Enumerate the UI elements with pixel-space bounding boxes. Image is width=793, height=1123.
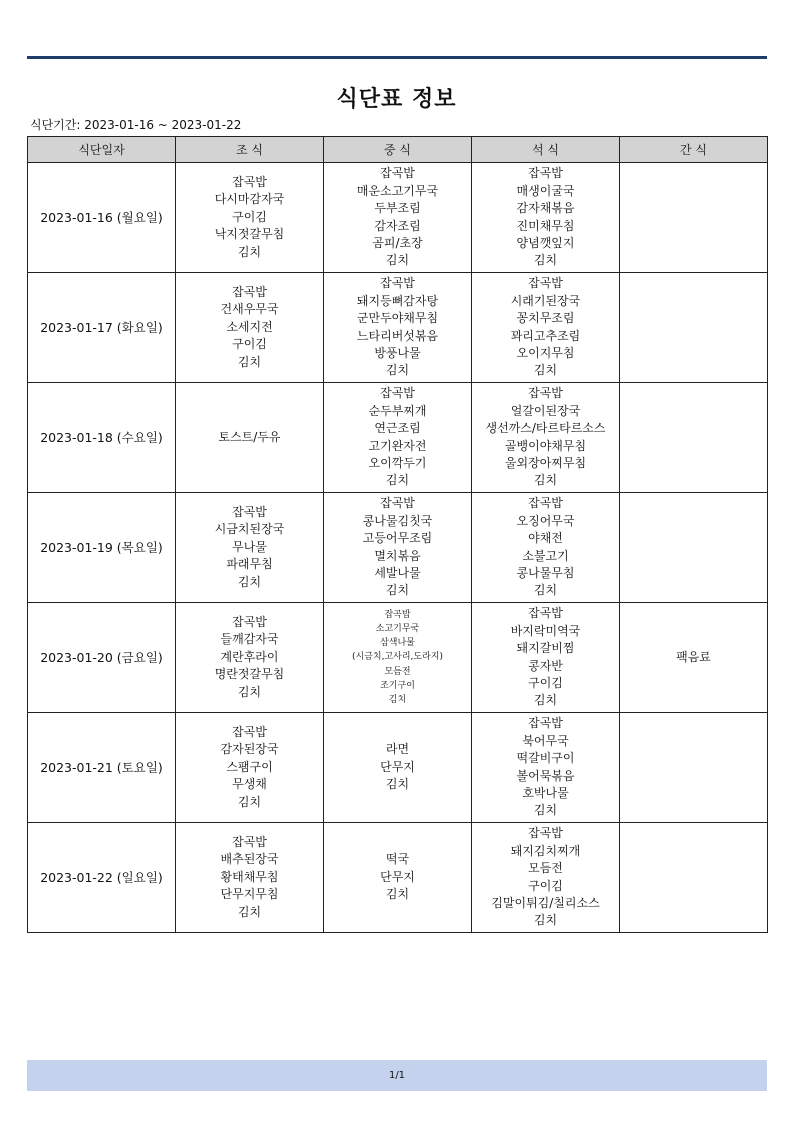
snack-cell — [620, 273, 768, 383]
snack-cell — [620, 823, 768, 933]
menu-item: (시금치,고사리,도라지) — [352, 652, 443, 663]
menu-item: 꽁치무조림 — [516, 311, 575, 326]
menu-item: 김말이튀김/칠리소스 — [491, 895, 600, 910]
menu-item: 콩자반 — [528, 658, 563, 673]
menu-item: 구이김 — [528, 878, 563, 893]
page-number: 1/1 — [388, 1070, 406, 1081]
menu-item: 김치 — [533, 363, 558, 378]
date-cell: 2023-01-22 (일요일) — [28, 823, 176, 933]
menu-item: 시금치된장국 — [214, 522, 285, 537]
menu-item: 생선까스/타르타르소스 — [485, 421, 606, 436]
date-cell: 2023-01-16 (월요일) — [28, 163, 176, 273]
page-footer — [27, 1060, 767, 1091]
breakfast-cell — [176, 163, 324, 273]
menu-item: 잡곡밥 — [232, 504, 267, 519]
menu-item: 명란젓갈무침 — [214, 667, 285, 682]
snack-cell — [620, 713, 768, 823]
header-breakfast: 조 식 — [176, 137, 324, 163]
lunch-cell — [324, 493, 472, 603]
menu-item: 김치 — [237, 794, 262, 809]
menu-item: 잡곡밥 — [528, 166, 563, 181]
table-row — [28, 493, 768, 603]
breakfast-cell — [176, 273, 324, 383]
date-cell: 2023-01-17 (화요일) — [28, 273, 176, 383]
menu-item: 잡곡밥 — [232, 284, 267, 299]
menu-item: 김치 — [237, 354, 262, 369]
menu-item: 잡곡밥 — [380, 386, 415, 401]
menu-item: 김치 — [385, 473, 410, 488]
table-row — [28, 163, 768, 273]
dinner-cell — [472, 713, 620, 823]
menu-item: 콩나물무침 — [516, 565, 575, 580]
menu-item: 볼어묵볶음 — [516, 768, 575, 783]
menu-item: 단무지 — [380, 869, 415, 884]
menu-item: 고기완자전 — [368, 438, 427, 453]
snack-cell — [620, 493, 768, 603]
menu-item: 건새우무국 — [220, 302, 279, 317]
top-rule — [27, 56, 767, 59]
menu-item: 김치 — [385, 887, 410, 902]
table-row — [28, 383, 768, 493]
menu-item: 잡곡밥 — [384, 609, 411, 620]
menu-item: 감자된장국 — [220, 742, 279, 757]
menu-item: 무나물 — [232, 539, 267, 554]
menu-item: 소고기무국 — [375, 623, 420, 634]
table-body — [28, 163, 768, 933]
menu-item: 김치 — [533, 693, 558, 708]
menu-item: 소세지전 — [226, 319, 273, 334]
menu-item: 잡곡밥 — [380, 496, 415, 511]
menu-item: 조기구이 — [380, 680, 415, 691]
header-snack: 간 식 — [620, 137, 768, 163]
header-date: 식단일자 — [28, 137, 176, 163]
menu-item: 파래무침 — [226, 557, 273, 572]
menu-item: 양념깻잎지 — [516, 235, 575, 250]
menu-item: 야채전 — [528, 531, 563, 546]
menu-item: 오이깍두기 — [368, 455, 427, 470]
breakfast-cell — [176, 493, 324, 603]
menu-item: 두부조림 — [374, 201, 421, 216]
menu-item: 김치 — [533, 913, 558, 928]
menu-item: 느타리버섯볶음 — [356, 328, 439, 343]
menu-item: 연근조림 — [374, 421, 421, 436]
menu-item: 진미채무침 — [516, 218, 575, 233]
menu-item: 호박나물 — [522, 785, 569, 800]
menu-item: 바지락미역국 — [510, 623, 581, 638]
menu-table — [27, 136, 768, 933]
lunch-cell — [324, 823, 472, 933]
menu-item: 군만두야채무침 — [356, 311, 439, 326]
menu-item: 황태채무침 — [220, 869, 279, 884]
breakfast-cell — [176, 713, 324, 823]
lunch-cell — [324, 713, 472, 823]
menu-item: 시래기된장국 — [510, 293, 581, 308]
lunch-cell — [324, 163, 472, 273]
dinner-cell — [472, 823, 620, 933]
menu-item: 토스트/두유 — [218, 429, 281, 444]
menu-item: 김치 — [533, 473, 558, 488]
breakfast-cell — [176, 823, 324, 933]
menu-item: 매운소고기무국 — [356, 183, 439, 198]
menu-item: 잡곡밥 — [528, 716, 563, 731]
breakfast-cell — [176, 383, 324, 493]
table-row — [28, 273, 768, 383]
breakfast-cell — [176, 603, 324, 713]
menu-item: 감자채볶음 — [516, 201, 575, 216]
table-row — [28, 713, 768, 823]
menu-item: 소불고기 — [522, 548, 569, 563]
menu-item: 김치 — [237, 574, 262, 589]
menu-item: 잡곡밥 — [380, 166, 415, 181]
menu-item: 감자조림 — [374, 218, 421, 233]
date-cell: 2023-01-21 (토요일) — [28, 713, 176, 823]
menu-item: 꽈리고추조림 — [510, 328, 581, 343]
menu-item: 고등어무조림 — [362, 531, 433, 546]
menu-item: 김치 — [237, 684, 262, 699]
menu-item: 김치 — [533, 253, 558, 268]
dinner-cell — [472, 493, 620, 603]
menu-item: 스팸구이 — [226, 759, 273, 774]
menu-item: 팩음료 — [676, 649, 711, 664]
lunch-cell — [324, 273, 472, 383]
menu-item: 무생채 — [232, 777, 267, 792]
menu-item: 잡곡밥 — [528, 826, 563, 841]
menu-item: 잡곡밥 — [232, 614, 267, 629]
page-title: 식단표 정보 — [336, 87, 457, 112]
menu-item: 김치 — [385, 253, 410, 268]
dinner-cell — [472, 383, 620, 493]
menu-item: 북어무국 — [522, 733, 569, 748]
menu-item: 김치 — [385, 583, 410, 598]
menu-item: 떡갈비구이 — [516, 751, 575, 766]
menu-item: 잡곡밥 — [380, 276, 415, 291]
dinner-cell — [472, 163, 620, 273]
menu-item: 잡곡밥 — [528, 496, 563, 511]
menu-item: 세발나물 — [374, 565, 421, 580]
menu-item: 김치 — [385, 777, 410, 792]
menu-item: 구이김 — [232, 337, 267, 352]
menu-item: 오징어무국 — [516, 513, 575, 528]
menu-item: 모듬전 — [384, 666, 411, 677]
menu-item: 잡곡밥 — [232, 834, 267, 849]
menu-item: 단무지 — [380, 759, 415, 774]
menu-item: 순두부찌개 — [368, 403, 427, 418]
header-lunch: 중 식 — [324, 137, 472, 163]
menu-item: 곰피/초장 — [372, 235, 423, 250]
menu-item: 방풍나물 — [374, 345, 421, 360]
menu-item: 잡곡밥 — [232, 174, 267, 189]
menu-item: 잡곡밥 — [528, 386, 563, 401]
menu-item: 낙지젓갈무침 — [214, 227, 285, 242]
header-dinner: 석 식 — [472, 137, 620, 163]
menu-item: 김치 — [533, 583, 558, 598]
menu-item: 골뱅이야채무침 — [504, 438, 587, 453]
table-row — [28, 823, 768, 933]
menu-item: 라면 — [385, 742, 410, 757]
menu-item: 김치 — [533, 803, 558, 818]
menu-item: 모듬전 — [528, 861, 563, 876]
menu-item: 돼지김치찌개 — [510, 843, 581, 858]
snack-cell — [620, 163, 768, 273]
date-cell: 2023-01-18 (수요일) — [28, 383, 176, 493]
menu-item: 잡곡밥 — [528, 606, 563, 621]
menu-item: 돼지등뼈감자탕 — [356, 293, 439, 308]
menu-period: 식단기간: 2023-01-16 ~ 2023-01-22 — [30, 118, 242, 132]
table-row — [28, 603, 768, 713]
menu-item: 떡국 — [385, 852, 410, 867]
menu-item: 잡곡밥 — [528, 276, 563, 291]
menu-item: 돼지갈비찜 — [516, 641, 575, 656]
menu-item: 들깨감자국 — [220, 632, 279, 647]
menu-item: 매생이굴국 — [516, 183, 575, 198]
lunch-cell — [324, 383, 472, 493]
menu-item: 구이김 — [232, 209, 267, 224]
table-header-row — [28, 137, 768, 163]
menu-item: 배추된장국 — [220, 852, 279, 867]
menu-item: 삼색나물 — [380, 638, 415, 649]
lunch-cell — [324, 603, 472, 713]
menu-item: 얼갈이된장국 — [510, 403, 581, 418]
snack-cell — [620, 603, 768, 713]
menu-item: 구이김 — [528, 675, 563, 690]
menu-item: 김치 — [388, 695, 407, 705]
menu-item: 오이지무침 — [516, 345, 575, 360]
menu-item: 김치 — [237, 904, 262, 919]
snack-cell — [620, 383, 768, 493]
menu-item: 콩나물김칫국 — [362, 513, 433, 528]
menu-item: 잡곡밥 — [232, 724, 267, 739]
menu-item: 김치 — [237, 244, 262, 259]
date-cell: 2023-01-19 (목요일) — [28, 493, 176, 603]
dinner-cell — [472, 273, 620, 383]
menu-item: 울외장아찌무침 — [504, 455, 587, 470]
menu-item: 김치 — [385, 363, 410, 378]
date-cell: 2023-01-20 (금요일) — [28, 603, 176, 713]
dinner-cell — [472, 603, 620, 713]
menu-item: 단무지무침 — [220, 887, 279, 902]
menu-item: 다시마감자국 — [214, 192, 285, 207]
menu-item: 멸치볶음 — [374, 548, 421, 563]
menu-item: 계란후라이 — [220, 649, 279, 664]
